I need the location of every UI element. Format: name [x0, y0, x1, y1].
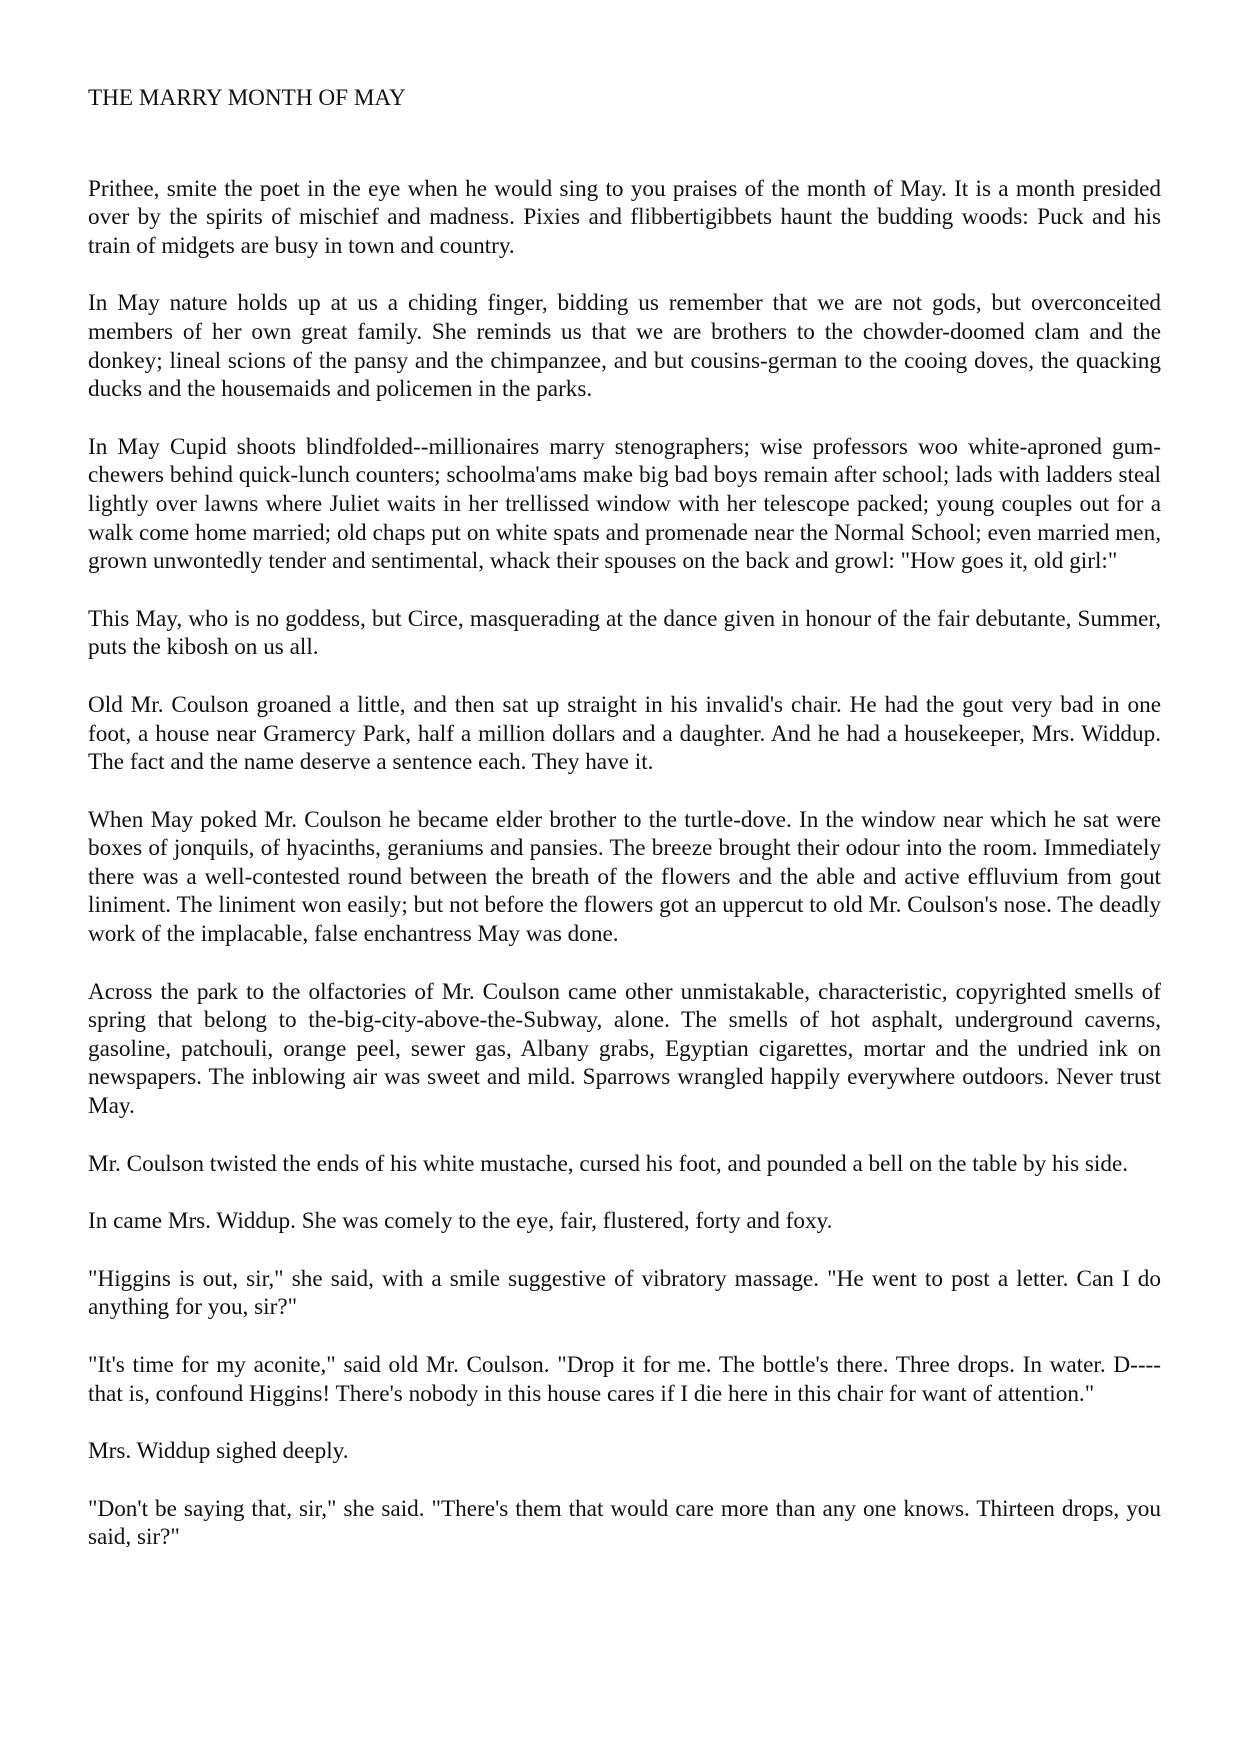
paragraph-3: In May Cupid shoots blindfolded--millionaires marry stenographers; wise professors woo white-aproned gum-chewers behind quick-lunch counters; schoolma'ams make big bad boys remain after school; lads with ladders steal lightly over lawns where Juliet waits in her trellissed window with her telescope packed; young couples out for a walk come home married; old chaps put on white spats and promenade near the Normal School; even married men, grown unwontedly tender and sentimental, whack their spouses on the back and growl: "How goes it, old girl:": [88, 433, 1161, 575]
paragraph-6: When May poked Mr. Coulson he became elder brother to the turtle-dove. In the window near which he sat were boxes of jonquils, of hyacinths, geraniums and pansies. The breeze brought their odour into the room. Immediately there was a well-contested round between the breath of the flowers and the able and active effluvium from gout liniment. The liniment won easily; but not before the flowers got an uppercut to old Mr. Coulson's nose. The deadly work of the implacable, false enchantress May was done.: [88, 806, 1161, 948]
paragraph-12: Mrs. Widdup sighed deeply.: [88, 1438, 349, 1465]
paragraph-7: Across the park to the olfactories of Mr. Coulson came other unmistakable, characteristic, copyrighted smells of spring that belong to the-big-city-above-the-Subway, alone. The smells of hot asphalt, underground caverns, gasoline, patchouli, orange peel, sewer gas, Albany grabs, Egyptian cigarettes, mortar and the undried ink on newspapers. The inblowing air was sweet and mild. Sparrows wrangled happily everywhere outdoors. Never trust May.: [88, 978, 1161, 1120]
paragraph-13: "Don't be saying that, sir," she said. "There's them that would care more than any one knows. Thirteen drops, you said, sir?": [88, 1495, 1161, 1551]
paragraph-4: This May, who is no goddess, but Circe, masquerading at the dance given in honour of the fair debutante, Summer, puts the kibosh on us all.: [88, 605, 1161, 661]
story-title: THE MARRY MONTH OF MAY: [88, 85, 406, 111]
paragraph-8: Mr. Coulson twisted the ends of his white mustache, cursed his foot, and pounded a bell on the table by his side.: [88, 1150, 1129, 1177]
document-page: [88, 84, 1161, 1581]
paragraph-2: In May nature holds up at us a chiding finger, bidding us remember that we are not gods, but overconceited members of her own great family. She reminds us that we are brothers to the chowder-doomed clam and the donkey; lineal scions of the pansy and the chimpanzee, and but cousins-german to the cooing doves, the quacking ducks and the housemaids and policemen in the parks.: [88, 290, 1161, 403]
paragraph-5: Old Mr. Coulson groaned a little, and then sat up straight in his invalid's chair. He had the gout very bad in one foot, a house near Gramercy Park, half a million dollars and a daughter. And he had a housekeeper, Mrs. Widdup. The fact and the name deserve a sentence each. They have it.: [88, 691, 1161, 776]
paragraph-1: Prithee, smite the poet in the eye when he would sing to you praises of the month of May. It is a month presided over by the spirits of mischief and madness. Pixies and flibbertigibbets haunt the budding woods: Puck and his train of midgets are busy in town and country.: [88, 175, 1161, 259]
paragraph-10: "Higgins is out, sir," she said, with a smile suggestive of vibratory massage. "He went to post a letter. Can I do anything for you, sir?": [88, 1265, 1161, 1321]
paragraph-9: In came Mrs. Widdup. She was comely to the eye, fair, flustered, forty and foxy.: [88, 1208, 833, 1235]
paragraph-11: "It's time for my aconite," said old Mr. Coulson. "Drop it for me. The bottle's there. Three drops. In water. D---- that is, confound Higgins! There's nobody in this house cares if I die here in this chair for want of attention.": [88, 1352, 1161, 1407]
